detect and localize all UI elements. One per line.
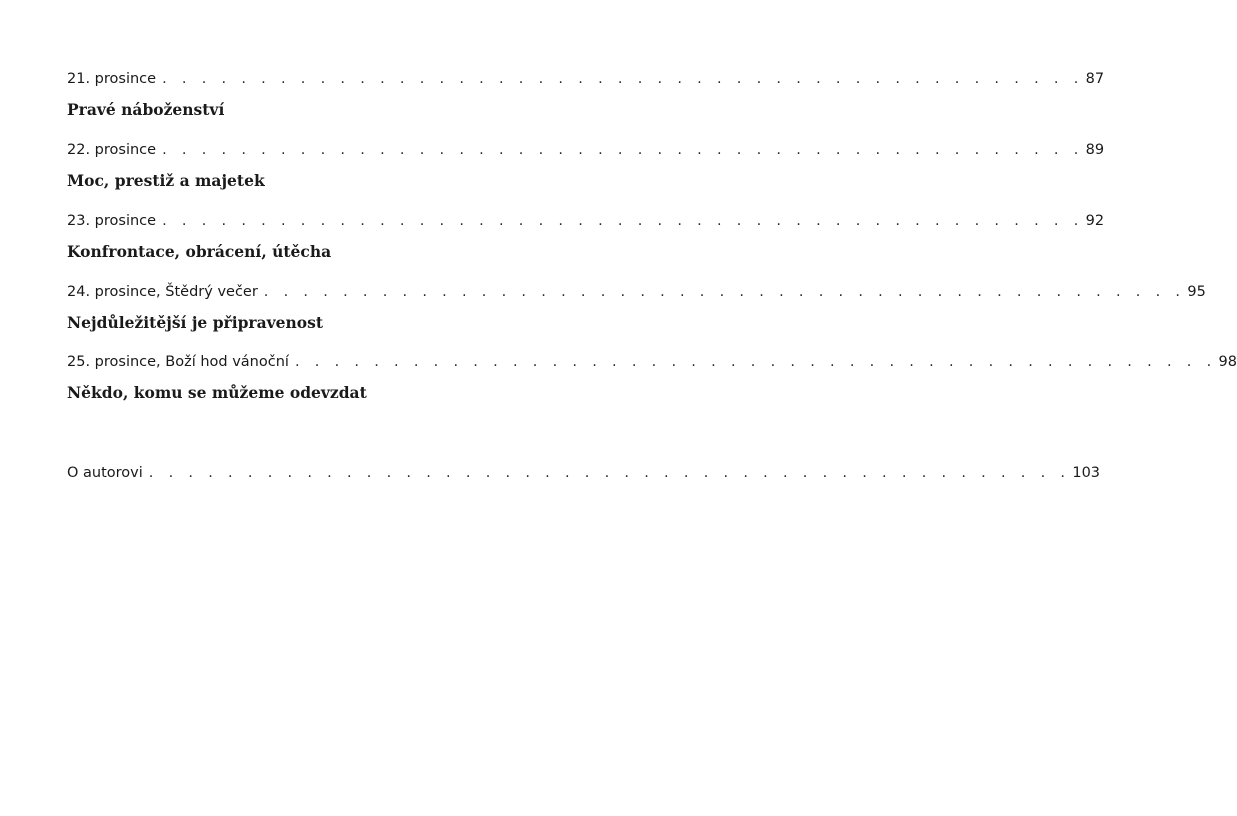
toc-entry-line <box>67 141 1105 159</box>
toc-entry-page-number: 92 <box>1085 213 1105 229</box>
toc-entry-label: O autorovi <box>67 465 143 481</box>
toc-entry-line <box>67 70 1105 88</box>
toc-entry-author[interactable] <box>67 464 1101 482</box>
toc-entry-line <box>67 212 1105 230</box>
toc-entry-title: Moc, prestiž a majetek <box>67 171 265 190</box>
toc-entry-title: Konfrontace, obrácení, útěcha <box>67 242 332 261</box>
toc-entry-page-number: 98 <box>1218 354 1237 370</box>
toc-entry[interactable] <box>67 353 1237 403</box>
leader-dots: . . . . . . . . . . . . . . . . . . . . . . . . . . . . . . . . . . . . . . . . . . . . . . . <box>162 142 1084 158</box>
toc-entry-title: Někdo, komu se můžeme odevzdat <box>67 383 367 402</box>
toc-entry-date: 22. prosince <box>67 142 157 158</box>
toc-entry-line <box>67 283 1206 301</box>
toc-entry-line <box>67 353 1237 371</box>
toc-entry[interactable] <box>67 212 1105 262</box>
toc-entry-page-number: 95 <box>1187 284 1206 300</box>
leader-dots: . . . . . . . . . . . . . . . . . . . . . . . . . . . . . . . . . . . . . . . . . . . . . . . <box>294 354 1217 370</box>
leader-dots: . . . . . . . . . . . . . . . . . . . . . . . . . . . . . . . . . . . . . . . . . . . . . . . <box>162 71 1084 87</box>
toc-entry-title: Pravé náboženství <box>67 100 225 119</box>
toc-entry-title: Nejdůležitější je připravenost <box>67 313 323 332</box>
toc-entry-page-number: 87 <box>1085 71 1105 87</box>
toc-entry-date: 24. prosince, Štědrý večer <box>67 284 258 300</box>
toc-entry-page-number: 89 <box>1085 142 1105 158</box>
toc-entry-date: 21. prosince <box>67 71 157 87</box>
toc-entry[interactable] <box>67 283 1206 333</box>
toc-entry-date: 25. prosince, Boží hod vánoční <box>67 354 289 370</box>
toc-entry[interactable] <box>67 141 1105 191</box>
toc-entry[interactable] <box>67 70 1105 120</box>
leader-dots: . . . . . . . . . . . . . . . . . . . . . . . . . . . . . . . . . . . . . . . . . . . . . . . <box>162 213 1084 229</box>
toc-entry-page-number: 103 <box>1072 465 1101 481</box>
toc-entry-line <box>67 464 1101 482</box>
leader-dots: . . . . . . . . . . . . . . . . . . . . . . . . . . . . . . . . . . . . . . . . . . . . . . . <box>148 465 1071 481</box>
toc-entry-date: 23. prosince <box>67 213 157 229</box>
leader-dots: . . . . . . . . . . . . . . . . . . . . . . . . . . . . . . . . . . . . . . . . . . . . . . . <box>263 284 1186 300</box>
